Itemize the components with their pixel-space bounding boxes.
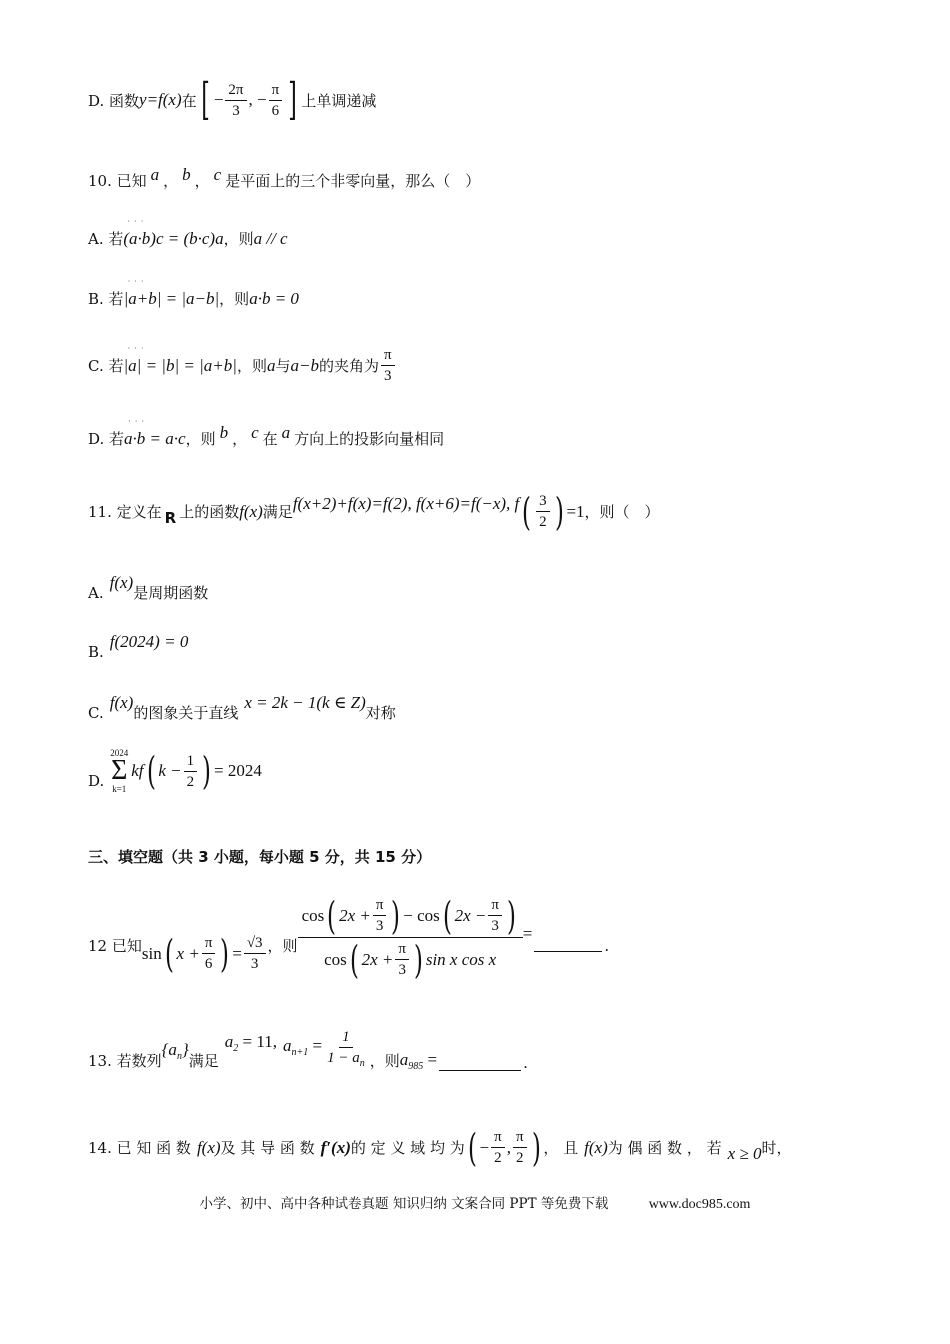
q11-prefix: 11. 定义在 — [88, 503, 162, 521]
math-expr: x = 2k − 1(k ∈ Z) — [244, 692, 366, 712]
q14-label: 14. 已 知 函 数 — [88, 1139, 191, 1157]
math-expr: a // c — [253, 228, 288, 248]
fraction: $\frac{\pi}{3}$ — [381, 346, 395, 385]
q11-mid: 上的函数 — [179, 503, 240, 521]
sequence: $\{a_n\}$ — [161, 1039, 189, 1062]
q10-stem: 10. 已知 a ， b ， c 是平面上的三个非零向量，那么（ ） — [88, 164, 481, 190]
angle-text: 的夹角为 — [318, 357, 379, 375]
q9-option-d: D. 函数 y=f(x) 在 [ − $\frac{2\pi}{3}$ , − $\frac{\pi}{6}$ ] 上单调递减 — [88, 74, 377, 125]
option-label: C. 若 — [88, 357, 124, 375]
math-expr: k − — [158, 761, 182, 780]
math-expr: sin — [141, 943, 162, 963]
math-expr: · · · (a·b)c = (b·c)a — [123, 229, 223, 249]
answer-blank[interactable] — [534, 935, 602, 952]
option-label: D. 若 — [88, 430, 125, 448]
option-text: 是周期函数 — [133, 584, 209, 602]
math-expr: f′(x) — [320, 1137, 351, 1157]
q9-optd-prefix: D. 函数 — [88, 91, 140, 110]
vector-c: c — [251, 422, 259, 442]
option-label: A. — [88, 583, 104, 602]
option-label: B. 若 — [88, 290, 124, 308]
q14-text: 的 定 义 域 均 为 — [350, 1139, 465, 1157]
page-footer — [0, 1192, 950, 1213]
math-expr: f(x) — [196, 1137, 221, 1157]
math-expr: kf — [131, 761, 144, 780]
q9-optd-in: 在 — [181, 91, 197, 110]
q13-mid: 满足 — [188, 1052, 219, 1070]
math-expr: f(x) — [109, 572, 134, 592]
q11-option-d: D. 2024 Σ k=1 kf ( k − $\frac{1}{2}$ ) = 2024 — [88, 748, 262, 794]
answer-blank[interactable] — [439, 1054, 521, 1071]
q13: 13. 若数列 $\{a_n\}$ 满足 $a_2 = 11$, $a_{n+1}$ = $\frac{1}{1 - a_n}$ ，则 $a_{985}$ = . — [88, 1029, 528, 1072]
option-label: D. — [88, 772, 105, 790]
then-text: ，则 — [185, 430, 216, 448]
math-expr: · · · |a+b| = |a−b| — [124, 289, 220, 309]
with-text: 与 — [275, 357, 291, 375]
in-text: 在 — [262, 430, 278, 448]
q10-option-b — [88, 288, 299, 309]
option-text: 的图象关于直线 — [133, 704, 239, 722]
then-text: ，则 — [223, 230, 254, 248]
q14-text: 为 偶 函 数 ， 若 — [607, 1139, 722, 1157]
math-expr: x ≥ 0 — [727, 1143, 762, 1163]
math-expr: =1 — [566, 501, 585, 521]
option-label: B. — [88, 643, 104, 661]
math-expr: f(x) — [109, 692, 134, 712]
fraction: $\frac{\pi}{6}$ — [269, 81, 283, 120]
then-text: ，则 — [267, 937, 298, 955]
q14: 14. 已 知 函 数 f(x) 及 其 导 函 数 f′(x) 的 定 义 域 均 为 ( − $\frac{\pi}{2}$ , $\frac{\pi}{2}$ ) ， 且 f(x) 为 偶 函 数 ， 若 x ≥ 0 时， — [88, 1125, 792, 1170]
sum-symbol: 2024 Σ k=1 — [110, 748, 129, 794]
fraction: $\frac{3}{2}$ — [536, 492, 550, 531]
math-expr: f(x+2)+f(x)=f(2), f(x+6)=f(−x), f — [292, 493, 520, 513]
reals-symbol: R — [164, 508, 177, 527]
vector-a: a — [266, 355, 276, 375]
q13-label: 13. 若数列 — [88, 1052, 162, 1070]
q11-mid2: 满足 — [262, 503, 293, 521]
q14-text: ， 且 — [543, 1139, 579, 1157]
option-label: C. — [88, 703, 104, 722]
left-bracket: [ — [200, 74, 210, 125]
math-expr: = 2024 — [213, 761, 262, 780]
vector-c: c — [213, 164, 222, 184]
math-expr: · · · |a| = |b| = |a+b| — [123, 356, 236, 376]
then-text: ，则 — [219, 290, 250, 308]
vector-b: b — [219, 422, 229, 442]
vector-b: b — [182, 164, 191, 184]
option-label: A. 若 — [88, 230, 124, 248]
option-text: 对称 — [365, 704, 396, 722]
q11-stem: 11. 定义在 R 上的函数 f(x) 满足 f(x+2)+f(x)=f(2), f(x+6)=f(−x), f ( $\frac{3}{2}$ ) =1 ，则（ ） — [88, 489, 660, 534]
q12-label: 12 已知 — [88, 937, 142, 955]
q11-option-a — [88, 572, 209, 602]
section-title: 三、填空题（共 3 小题，每小题 5 分，共 15 分） — [88, 848, 432, 866]
math-expr: · · · a·b = a·c — [124, 429, 186, 449]
fraction: $\frac{2\pi}{3}$ — [225, 81, 246, 120]
q14-text: 及 其 导 函 数 — [220, 1139, 315, 1157]
q11-option-c — [88, 692, 396, 722]
math-expr: a−b — [290, 355, 319, 375]
q12: 12 已知 sin ( x + $\frac{\pi}{6}$ ) = $\frac{√3}{3}$ ，则 cos ( 2x + $\frac{\pi}{3}$ ) − cos ( 2x − $\frac{\pi}{3}$ ) cos ( 2x + $\frac{\pi}{3}$ ) sin x cos x = . — [88, 893, 610, 982]
q9-optd-suffix: 上单调递减 — [301, 91, 377, 110]
fraction: $\frac{1}{2}$ — [184, 752, 198, 791]
q11-option-b — [88, 632, 189, 661]
q11-suffix: ，则（ ） — [584, 503, 660, 521]
big-fraction: cos ( 2x + $\frac{\pi}{3}$ ) − cos ( 2x − $\frac{\pi}{3}$ ) cos ( 2x + $\frac{\pi}{3}$ ) sin x cos x — [298, 896, 523, 979]
q10-option-c — [88, 346, 397, 385]
footer-url[interactable]: www.doc985.com — [648, 1197, 751, 1212]
right-bracket: ] — [288, 74, 298, 125]
math-expr: f(2024) = 0 — [109, 632, 189, 651]
then-text: ，则 — [369, 1052, 400, 1070]
vector-a: a — [281, 422, 291, 442]
q10-option-a — [88, 228, 288, 249]
q9-optd-func: y=f(x) — [139, 90, 182, 109]
vector-a: a — [150, 164, 160, 184]
q10-prefix: 10. 已知 — [88, 172, 147, 190]
then-text: ，则 — [236, 357, 267, 375]
math-expr: f(x) — [239, 501, 263, 521]
q10-optd-suffix: 方向上的投影向量相同 — [294, 430, 445, 448]
math-expr: a·b = 0 — [249, 288, 299, 308]
q14-text: 时， — [761, 1139, 792, 1157]
q10-suffix: 是平面上的三个非零向量，那么（ ） — [225, 172, 481, 190]
q10-option-d: D. 若 · · · a·b = a·c ，则 b ， c 在 a 方向上的投影向量相同 — [88, 428, 444, 449]
math-expr: f(x) — [584, 1137, 608, 1157]
footer-text: 小学、初中、高中各种试卷真题 知识归纳 文案合同 PPT 等免费下载 — [199, 1196, 609, 1212]
